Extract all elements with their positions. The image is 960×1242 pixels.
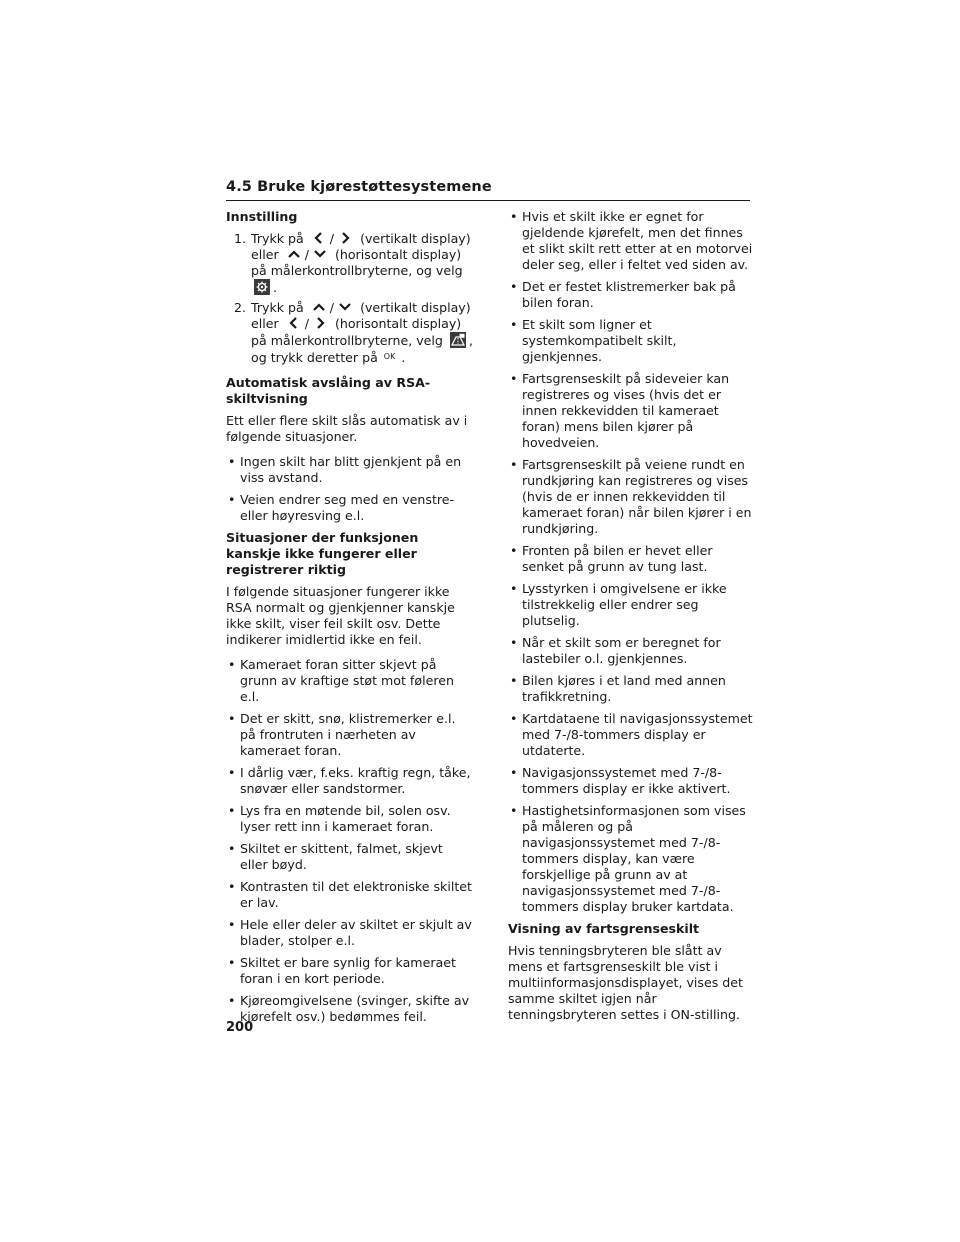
list-item: • Hvis et skilt ikke er egnet for gjeldende kjørefelt, men det finnes et slikt skilt rett etter at en motorvei deler seg, eller i feltet ved siden av.	[508, 209, 756, 273]
speed-sign-text: Hvis tenningsbryteren ble slått av mens et fartsgrenseskilt ble vist i multiinformasjonsdisplayet, vises det samme skiltet igjen når tenningsbryteren settes i ON-stilling.	[508, 943, 743, 1022]
settings-gear-icon	[254, 279, 270, 295]
chevron-right-icon	[312, 316, 328, 330]
step-text: .	[273, 280, 278, 295]
list-item: • Skiltet er skittent, falmet, skjevt eller bøyd.	[226, 841, 474, 873]
step-1: 1. Trykk på / (vertikalt display) eller / (horisontalt display) på målerkontrollbryterne, og velg .	[234, 231, 471, 295]
step-number: 1.	[234, 231, 247, 246]
situations-heading: Situasjoner der funksjonen kanskje ikke fungerer eller registrerer riktig	[226, 530, 419, 577]
step-text: (vertikalt display)	[360, 300, 471, 315]
chevron-left-icon	[286, 316, 302, 330]
list-item: • Kameraet foran sitter skjevt på grunn av kraftige støt mot føleren e.l.	[226, 657, 474, 705]
step-text: .	[401, 350, 406, 365]
list-item: • Bilen kjøres i et land med annen trafikkretning.	[508, 673, 756, 705]
list-item: • Når et skilt som er beregnet for lastebiler o.l. gjenkjennes.	[508, 635, 756, 667]
step-2: 2. Trykk på / (vertikalt display) eller / (horisontalt display) på målerkontrollbryterne, velg , og trykk deretter på OK .	[234, 300, 473, 365]
situations-list-continued	[508, 209, 756, 915]
step-number: 2.	[234, 300, 247, 315]
list-item: • Et skilt som ligner et systemkompatibelt skilt, gjenkjennes.	[508, 317, 756, 365]
right-column	[508, 209, 756, 1032]
auto-off-heading: Automatisk avslåing av RSA-skiltvisning	[226, 375, 431, 406]
list-item: • Kjøreomgivelsene (svinger, skifte av kjørefelt osv.) bedømmes feil.	[226, 993, 474, 1025]
chevron-down-icon	[312, 247, 328, 261]
list-item: • Det er festet klistremerker bak på bilen foran.	[508, 279, 756, 311]
step-text: (horisontalt display) på	[251, 316, 462, 348]
setting-heading: Innstilling	[226, 209, 298, 224]
list-item: • Skiltet er bare synlig for kameraet foran i en kort periode.	[226, 955, 474, 987]
situations-list	[226, 657, 474, 1025]
list-item: • Fronten på bilen er hevet eller senket på grunn av tung last.	[508, 543, 756, 575]
list-item: • Hele eller deler av skiltet er skjult av blader, stolper e.l.	[226, 917, 474, 949]
list-item: • Kartdataene til navigasjonssystemet med 7-/8-tommers display er utdaterte.	[508, 711, 756, 759]
chevron-left-icon	[311, 231, 327, 245]
chevron-up-icon	[311, 300, 327, 314]
list-item: • I dårlig vær, f.eks. kraftig regn, tåke, snøvær eller sandstormer.	[226, 765, 474, 797]
step-text: Trykk på	[251, 300, 304, 315]
road-sign-icon	[450, 332, 466, 348]
speed-sign-heading: Visning av fartsgrenseskilt	[508, 921, 700, 936]
section-title: 4.5 Bruke kjørestøttesystemene	[226, 179, 492, 195]
list-item: • Fartsgrenseskilt på sideveier kan registreres og vises (hvis det er innen rekkevidden til kameraet foran) mens bilen kjører på hovedveien.	[508, 371, 756, 451]
step-text: (horisontalt display) på	[251, 247, 462, 278]
step-text: eller	[251, 247, 279, 262]
left-column	[226, 209, 474, 1031]
auto-off-intro: Ett eller flere skilt slås automatisk av i følgende situasjoner.	[226, 413, 468, 444]
list-item: • Lys fra en møtende bil, solen osv. lyser rett inn i kameraet foran.	[226, 803, 474, 835]
list-item: • Fartsgrenseskilt på veiene rundt en rundkjøring kan registreres og vises (hvis de er innen rekkevidden til kameraet foran) når bilen kjører i en rundkjøring.	[508, 457, 756, 537]
list-item: • Kontrasten til det elektroniske skiltet er lav.	[226, 879, 474, 911]
step-text: Trykk på	[251, 231, 304, 246]
list-item: • Ingen skilt har blitt gjenkjent på en viss avstand.	[226, 454, 474, 486]
step-text: trykk deretter på	[270, 350, 378, 365]
setting-steps	[226, 231, 474, 366]
step-text: målerkontrollbryterne, og velg	[270, 263, 463, 278]
step-text: (vertikalt display)	[360, 231, 471, 246]
list-item: • Det er skitt, snø, klistremerker e.l. på frontruten i nærheten av kameraet foran.	[226, 711, 474, 759]
auto-off-list	[226, 454, 474, 524]
step-text: eller	[251, 316, 279, 331]
chevron-right-icon	[337, 231, 353, 245]
list-item: • Lysstyrken i omgivelsene er ikke tilstrekkelig eller endrer seg plutselig.	[508, 581, 756, 629]
chevron-up-icon	[286, 247, 302, 261]
page-number: 200	[226, 1020, 254, 1035]
section-divider	[226, 200, 750, 201]
ok-button-icon: OK	[383, 352, 396, 361]
situations-intro: I følgende situasjoner fungerer ikke RSA normalt og gjenkjenner kanskje ikke skilt, viser feil skilt osv. Dette indikerer imidlertid ikke en feil.	[226, 584, 455, 647]
list-item: • Hastighetsinformasjonen som vises på måleren og på navigasjonssystemet med 7-/8-tommers display, kan være forskjellige på grunn av at navigasjonssystemet med 7-/8-tommers display bruker kartdata.	[508, 803, 756, 915]
list-item: • Navigasjonssystemet med 7-/8-tommers display er ikke aktivert.	[508, 765, 756, 797]
step-text: målerkontrollbryterne, velg	[270, 333, 443, 348]
step-text: , og	[251, 333, 473, 365]
list-item: • Veien endrer seg med en venstre- eller høyresving e.l.	[226, 492, 474, 524]
chevron-down-icon	[337, 300, 353, 314]
